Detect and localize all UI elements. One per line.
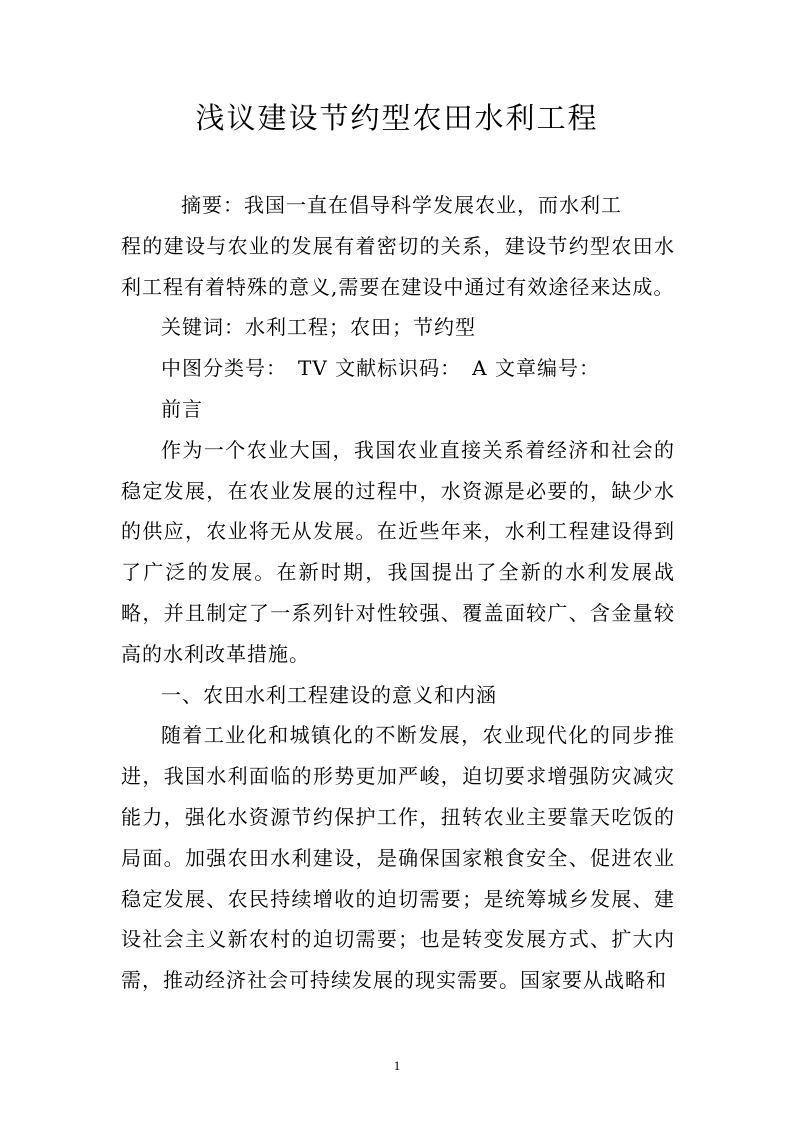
paragraph: 作为一个农业大国，我国农业直接关系着经济和社会的稳定发展，在农业发展的过程中，水资源是必要的，缺少水的供应，农业将无从发展。在近些年来，水利工程建设得到了广泛的发展。在新时期，我国提出了全新的水利发展战略，并且制定了一系列针对性较强、覆盖面较广、含金量较高的水利改革措施。: [121, 437, 675, 666]
keywords: 关键词：水利工程；农田；节约型: [161, 315, 476, 340]
document-title: 浅议建设节约型农田水利工程: [195, 101, 599, 135]
abstract-text: 程的建设与农业的发展有着密切的关系，建设节约型农田水利工程有着特殊的意义,需要在建设中通过有效途径来达成。: [121, 233, 675, 299]
preface-heading: 前言: [161, 396, 203, 421]
classification-line: 中图分类号： TV 文献标识码： A 文章编号：: [161, 356, 600, 381]
paragraph: 随着工业化和城镇化的不断发展，农业现代化的同步推进，我国水利面临的形势更加严峻，迫切要求增强防灾减灾能力，强化水资源节约保护工作，扭转农业主要靠天吃饭的局面。加强农田水利建设，是确保国家粮食安全、促进农业稳定发展、农民持续增收的迫切需要；是统筹城乡发展、建设社会主义新农村的迫切需要；也是转变发展方式、扩大内需，推动经济社会可持续发展的现实需要。国家要从战略和: [121, 723, 675, 993]
page-number: 1: [393, 1058, 401, 1073]
document-body: [121, 185, 675, 1001]
abstract-lead: 摘要：我国一直在倡导科学发展农业，而水利工: [181, 193, 622, 217]
section-heading: 一、农田水利工程建设的意义和内涵: [161, 682, 497, 707]
